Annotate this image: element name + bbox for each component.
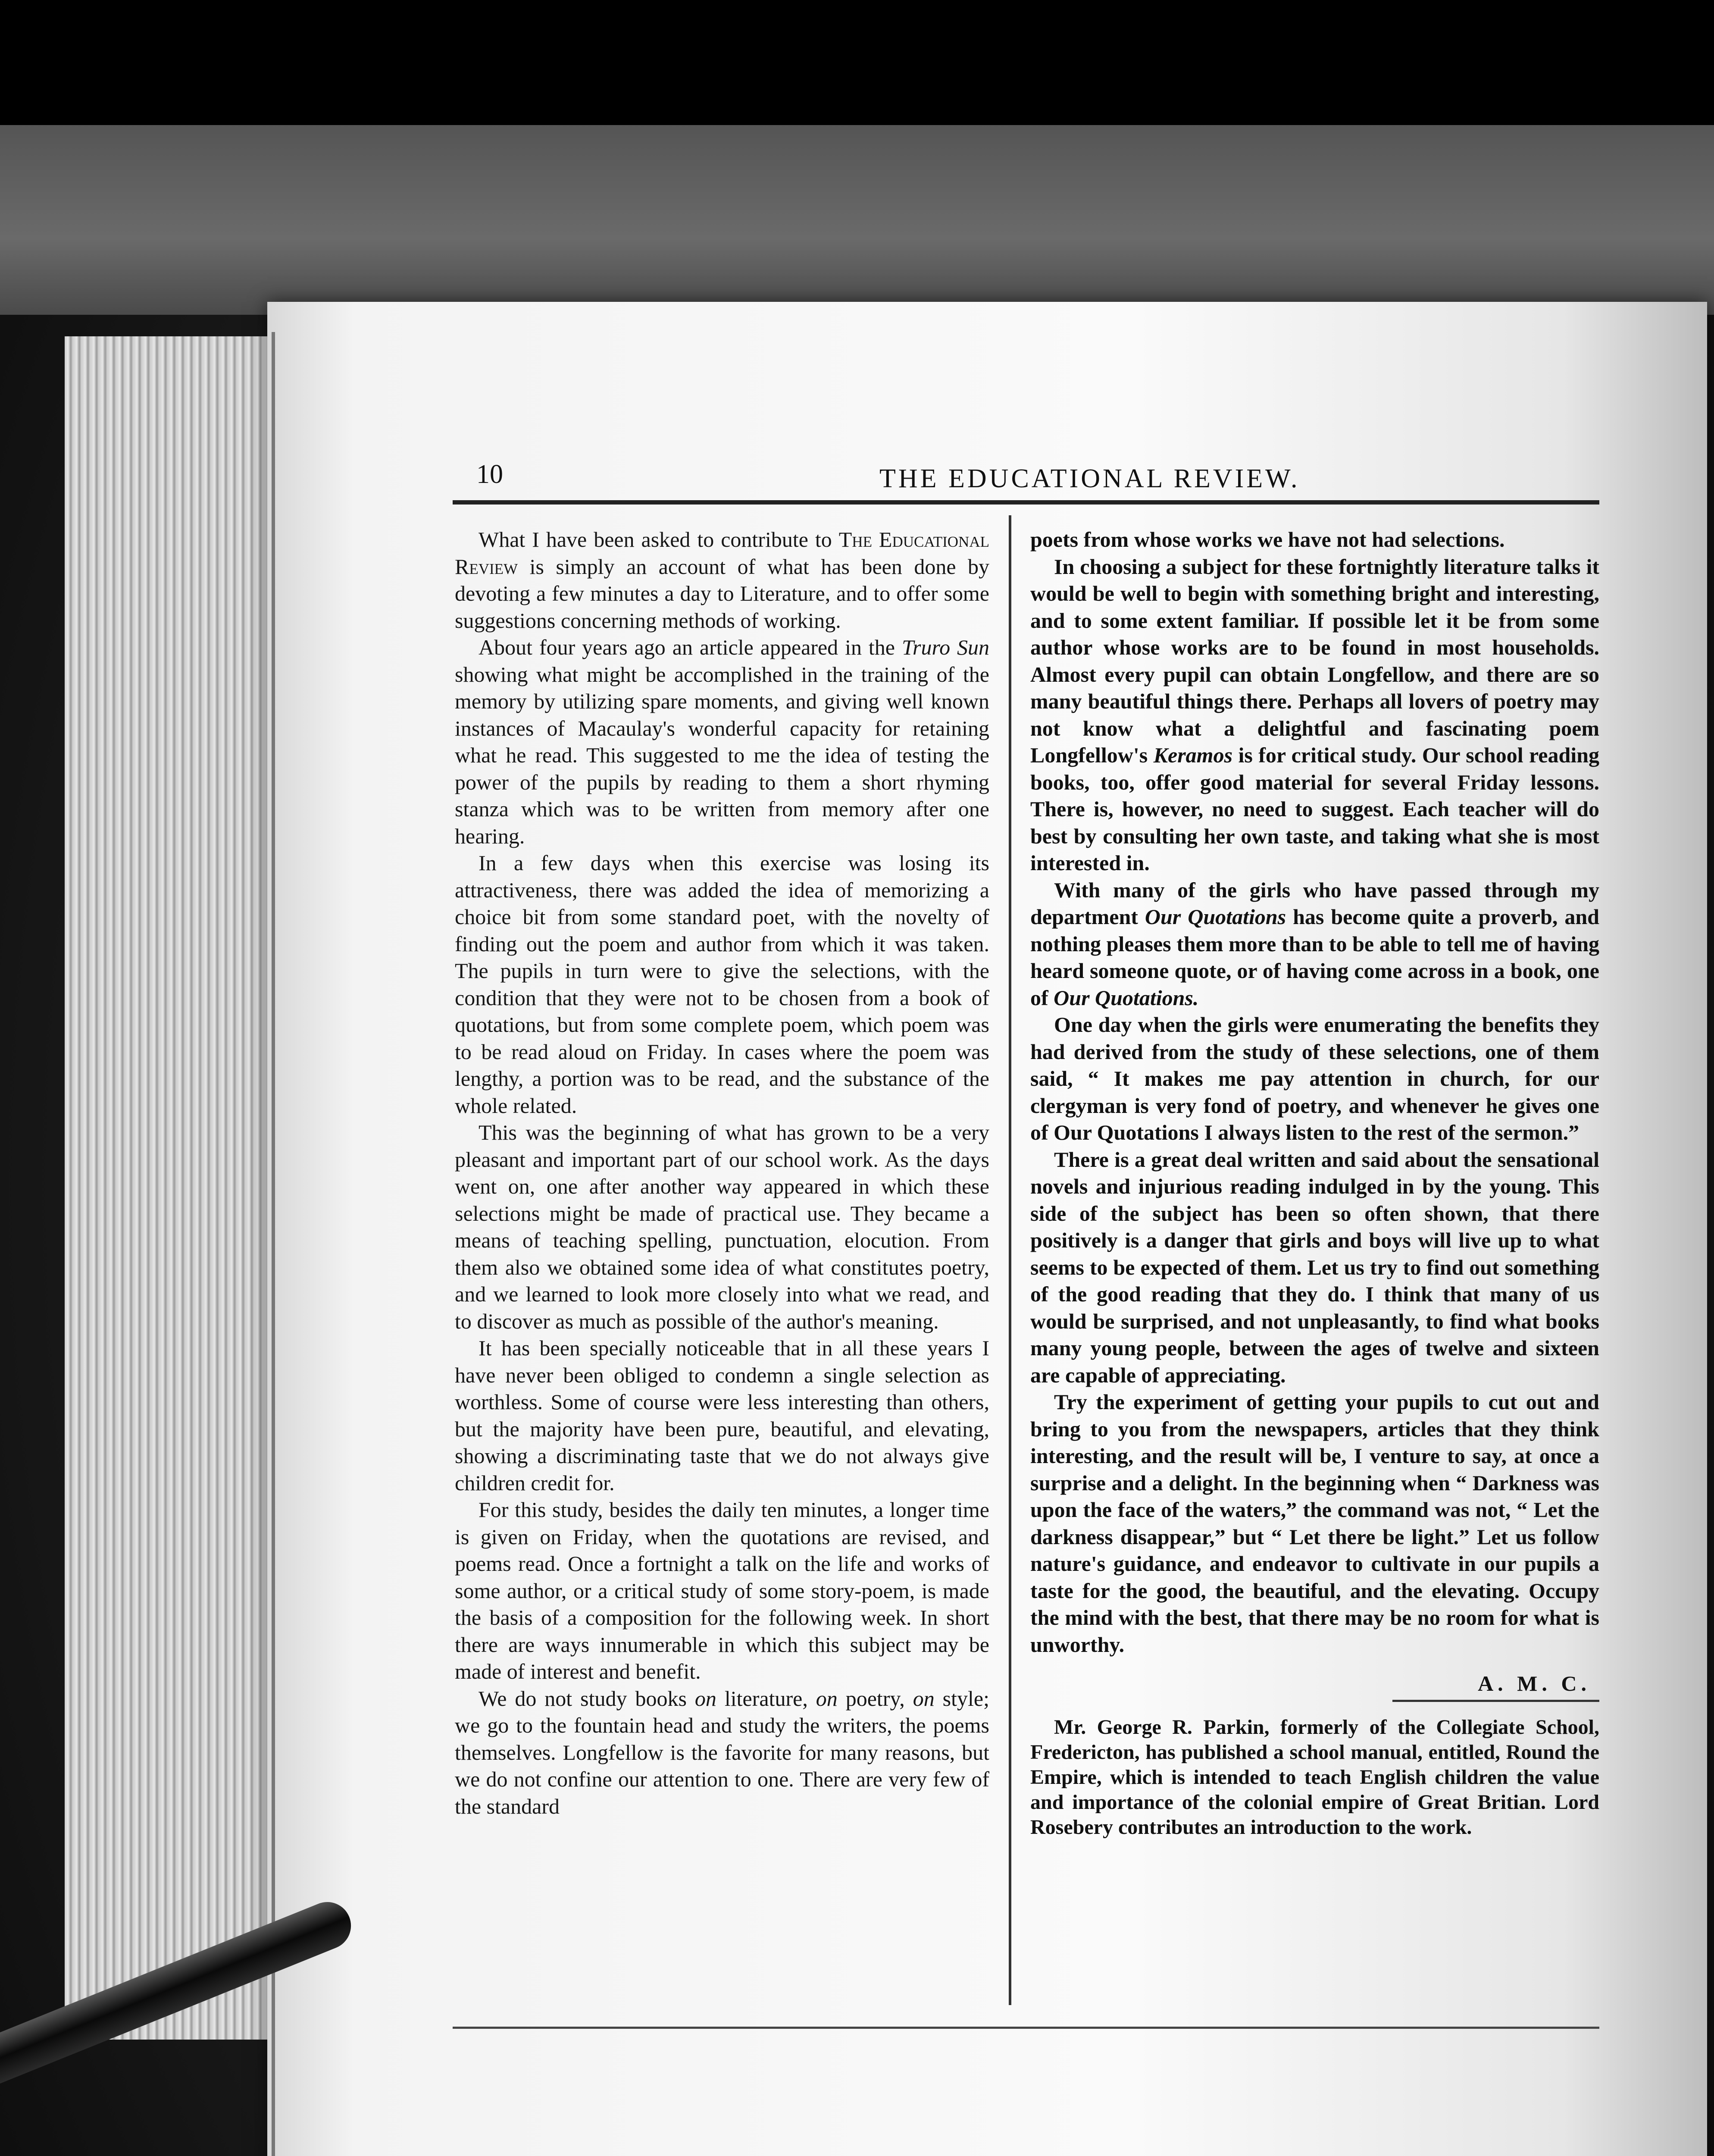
paragraph: There is a great deal written and said about the sensational novels and injurious reading indulged in by the young. This side of the subject has been so often shown, that there positively is a danger that girls and boys will live up to what seems to be expected of them. Let us try to find out something of the good reading that they do. I think that many of us would be surprised, and not unpleasantly, to find what books many young people, between the ages of twelve and sixteen are capable of appreciating.	[1030, 1147, 1599, 1387]
paragraph: It has been specially noticeable that in all these years I have never been obliged to condemn a single selection as worthless. Some of course were less interesting than others, but the majority have been pure, beautiful, and elevating, showing a discriminating taste that we do not always give children credit for.	[455, 1336, 989, 1495]
paragraph: What I have been asked to contribute to The Educational Review is simply an account of what has been done by devoting a few minutes a day to Literature, and to offer some suggestions concerning methods of working.	[455, 527, 989, 633]
paragraph: Try the experiment of getting your pupils to cut out and bring to you from the newspapers, articles that they think interesting, and the result will be, I venture to say, at once a surprise and a delight. In the beginning when “ Darkness was upon the face of the waters,” the command was not, “ Let the darkness disappear,” but “ Let there be light.” Let us follow nature's guidance, and endeavor to cultivate in our pupils a taste for the good, the beautiful, and the elevating. Occupy the mind with the best, that there may be no room for what is unworthy.	[1030, 1390, 1599, 1657]
paragraph: One day when the girls were enumerating the benefits they had derived from the study of these selections, one of them said, “ It makes me pay attention in church, for our clergyman is very fond of poetry, and whenever he gives one of Our Quotations I always listen to the rest of the sermon.”	[1030, 1012, 1599, 1144]
paragraph: We do not study books on literature, on poetry, on style; we go to the fountain head and study the writers, the poems themselves. Longfellow is the favorite for many reasons, but we do not confine our attention to one. There are very few of the standard	[455, 1686, 989, 1818]
page-number: 10	[476, 460, 503, 489]
footer-rule	[453, 2027, 1599, 2029]
film-border-top	[0, 0, 1714, 125]
page-gutter-shadow	[272, 332, 275, 2156]
running-head: THE EDUCATIONAL REVIEW.	[879, 464, 1300, 493]
left-column	[455, 526, 989, 1820]
paragraph: For this study, besides the daily ten minutes, a longer time is given on Friday, when the quotations are revised, and poems read. Once a fortnight a talk on the life and works of some author, or a critical study of some story-poem, is made the basis of a composition for the following week. In short there are ways innumerable in which this subject may be made of interest and benefit.	[455, 1498, 989, 1683]
signature-rule	[1392, 1700, 1599, 1702]
paragraph: In a few days when this exercise was losing its attractiveness, there was added the idea of memorizing a choice bit from some standard poet, with the novelty of finding out the poem and author from which it was taken. The pupils in turn were to give the selections, with the condition that they were not to be chosen from a book of quotations, but from some complete poem, which poem was to be read aloud on Friday. In cases where the poem was lengthy, a portion was to be read, and the substance of the whole related.	[455, 851, 989, 1118]
paragraph-continued: poets from whose works we have not had selections.	[1030, 527, 1505, 552]
book-page-edges	[65, 336, 272, 2040]
paragraph: In choosing a subject for these fortnightly literature talks it would be well to begin with something bright and interesting, and to some extent familiar. If possible let it be from some author whose works are to be found in most households. Almost every pupil can obtain Longfellow, and there are so many beautiful things there. Perhaps all lovers of poetry may not know what a delightful and fascinating poem Longfellow's Keramos is for critical study. Our school reading books, too, offer good material for several Friday lessons. There is, however, no need to suggest. Each teacher will do best by consulting her own taste, and taking what she is most interested in.	[1030, 554, 1599, 875]
notice-paragraph: Mr. George R. Parkin, formerly of the Collegiate School, Fredericton, has published a school manual, entitled, Round the Empire, which is intended to teach English children the value and importance of the colonial empire of Great Britian. Lord Rosebery contributes an introduction to the work.	[1030, 1715, 1599, 1839]
paragraph: This was the beginning of what has grown to be a very pleasant and important part of our school work. As the days went on, one after another way appeared in which these selections might be made of practical use. They became a means of teaching spelling, punctuation, elocution. From them also we obtained some idea of what constitutes poetry, and we learned to look more closely into what we read, and to discover as much as possible of the author's meaning.	[455, 1120, 989, 1333]
right-column	[1030, 526, 1599, 1840]
author-signature: A. M. C.	[1478, 1671, 1591, 1695]
scanner-bed-edge	[0, 125, 1714, 315]
journal-name: The Educational Review	[455, 527, 989, 579]
column-divider	[1009, 515, 1011, 2005]
poem-title: Keramos	[1153, 743, 1233, 767]
paragraph: With many of the girls who have passed through my department Our Quotations has become quite a proverb, and nothing pleases them more than to be able to tell me of having heard someone quote, or of having come across in a book, one of Our Quotations.	[1030, 877, 1599, 1010]
newspaper-title: Truro Sun	[901, 635, 990, 659]
header-rule	[453, 500, 1599, 505]
paragraph: About four years ago an article appeared in the Truro Sun showing what might be accomplished in the training of the memory by utilizing spare moments, and giving well known instances of Macaulay's wonderful capacity for retaining what he read. This suggested to me the idea of testing the power of the pupils by reading to them a short rhyming stanza which was to be written from memory after one hearing.	[455, 635, 990, 848]
